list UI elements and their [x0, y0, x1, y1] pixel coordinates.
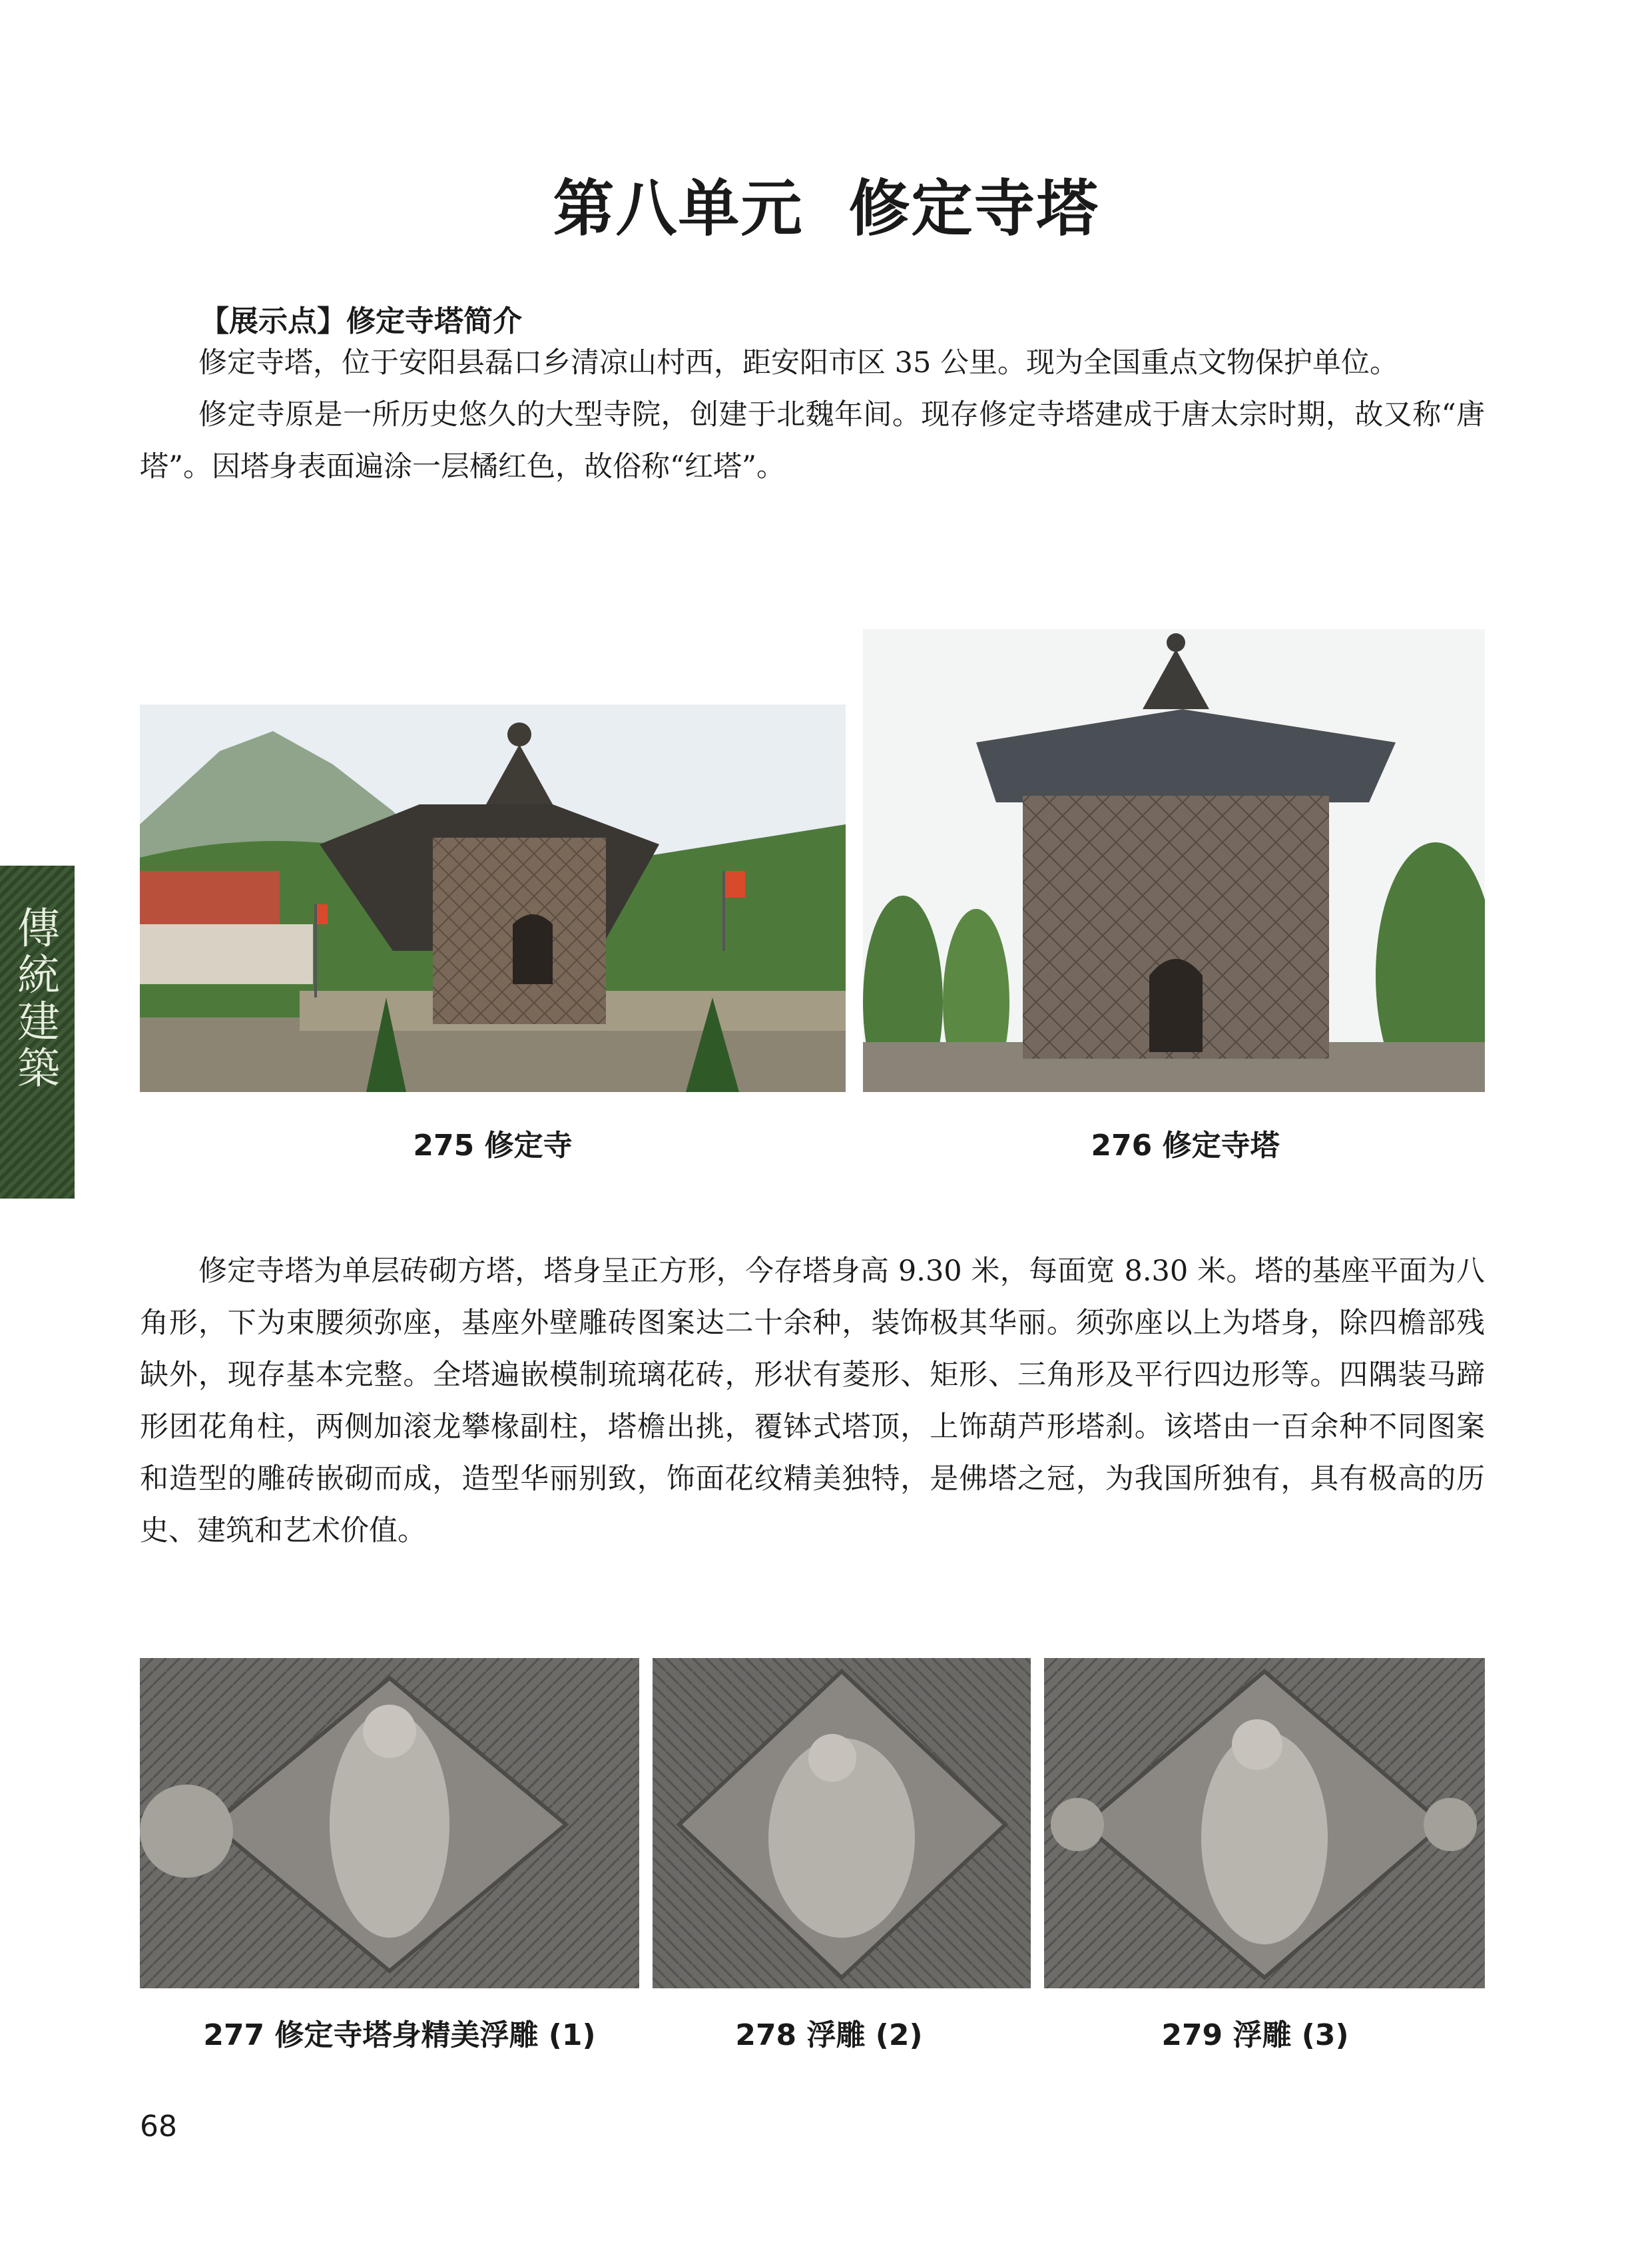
figure-279-photo: [1044, 1658, 1485, 1988]
figure-279-caption: 279 浮雕 (3): [1161, 2018, 1349, 2052]
figure-278-caption: 278 浮雕 (2): [735, 2018, 923, 2052]
figure-276-photo: [863, 629, 1485, 1092]
figure-278-photo: [653, 1658, 1031, 1988]
page-title: 第八单元 修定寺塔: [553, 172, 1099, 244]
side-tab: [0, 866, 75, 1199]
figure-277-caption: 277 修定寺塔身精美浮雕 (1): [203, 2018, 596, 2052]
figure-276-caption: 276 修定寺塔: [1091, 1129, 1280, 1163]
section-heading: 【展示点】修定寺塔简介: [200, 304, 522, 338]
side-tab-label: 傳統建築: [10, 906, 59, 1092]
figure-275-caption: 275 修定寺: [413, 1129, 573, 1163]
page-number: 68: [140, 2109, 177, 2143]
figure-275-photo: [140, 704, 846, 1092]
intro-paragraph-2: 修定寺原是一所历史悠久的大型寺院，创建于北魏年间。现存修定寺塔建成于唐太宗时期，故又称“唐塔”。因塔身表面遍涂一层橘红色，故俗称“红塔”。: [140, 398, 1485, 483]
intro-paragraph-1: 修定寺塔，位于安阳县磊口乡清凉山村西，距安阳市区 35 公里。现为全国重点文物保护单位。: [198, 346, 1399, 380]
description-paragraph: 修定寺塔为单层砖砌方塔，塔身呈正方形，今存塔身高 9.30 米，每面宽 8.30 米。塔的基座平面为八角形，下为束腰须弥座，基座外壁雕砖图案达二十余种，装饰极其华丽。须弥座以上为塔身，除四檐部残缺外，现存基本完整。全塔遍嵌模制琉璃花砖，形状有菱形、矩形、三角形及平行四边形等。四隅装马蹄形团花角柱，两侧加滚龙攀椽副柱，塔檐出挑，覆钵式塔顶，上饰葫芦形塔刹。该塔由一百余种不同图案和造型的雕砖嵌砌而成，造型华丽别致，饰面花纹精美独特，是佛塔之冠，为我国所独有，具有极高的历史、建筑和艺术价值。: [140, 1255, 1485, 1547]
figure-277-photo: [140, 1658, 639, 1988]
